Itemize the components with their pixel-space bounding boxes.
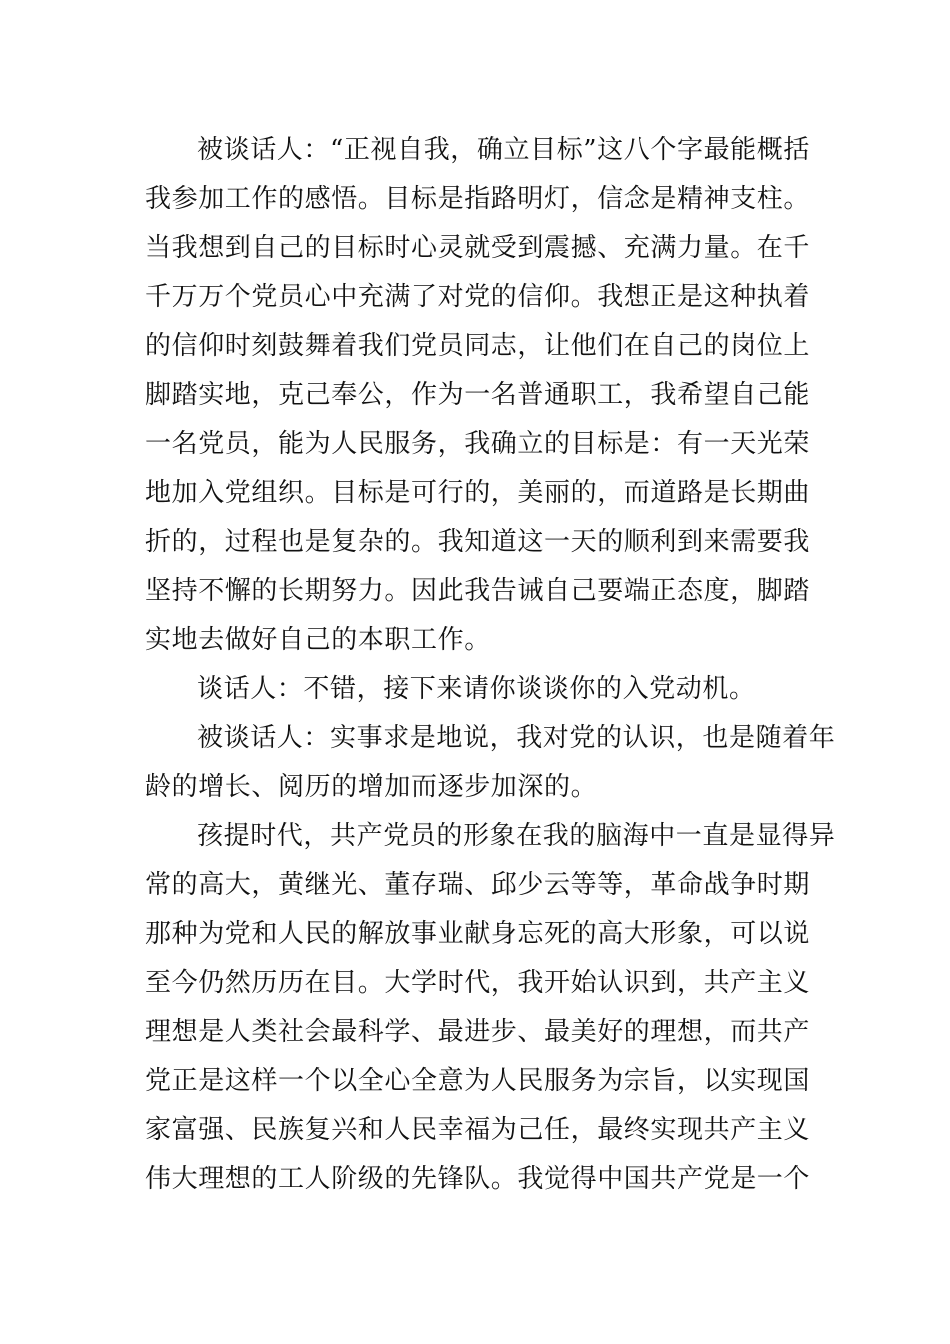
text-line: 龄的增长、阅历的增加而逐步加深的。 — [145, 772, 598, 802]
text-line: 当我想到自己的目标时心灵就受到震撼、充满力量。在千 — [145, 233, 811, 263]
text-line: 我参加工作的感悟。目标是指路明灯，信念是精神支柱。 — [145, 184, 811, 214]
text-line: 折的，过程也是复杂的。我知道这一天的顺利到来需要我 — [145, 527, 811, 557]
text-line: 坚持不懈的长期努力。因此我告诫自己要端正态度，脚踏 — [145, 576, 811, 606]
text-line: 常的高大，黄继光、董存瑞、邱少云等等，革命战争时期 — [145, 870, 811, 900]
text-line: 一名党员，能为人民服务，我确立的目标是：有一天光荣 — [145, 429, 811, 459]
text-line: 家富强、民族复兴和人民幸福为己任，最终实现共产主义 — [145, 1115, 811, 1145]
text-line: 那种为党和人民的解放事业献身忘死的高大形象，可以说 — [145, 919, 811, 949]
text-line: 脚踏实地，克己奉公，作为一名普通职工，我希望自己能 — [145, 380, 811, 410]
text-line: 谈话人：不错，接下来请你谈谈你的入党动机。 — [197, 674, 756, 704]
paragraph-interviewee-answer — [145, 714, 836, 812]
document-body — [145, 126, 836, 1204]
text-line: 理想是人类社会最科学、最进步、最美好的理想，而共产 — [145, 1017, 811, 1047]
paragraph-childhood-memory — [145, 812, 836, 1204]
text-line: 孩提时代，共产党员的形象在我的脑海中一直是显得异 — [197, 821, 836, 851]
paragraph-interviewee-goal — [145, 126, 810, 665]
text-line: 地加入党组织。目标是可行的，美丽的，而道路是长期曲 — [145, 478, 811, 508]
text-line: 被谈话人：“正视自我，确立目标”这八个字最能概括 — [197, 135, 810, 165]
text-line: 千万万个党员心中充满了对党的信仰。我想正是这种执着 — [145, 282, 811, 312]
text-line: 至今仍然历历在目。大学时代，我开始认识到，共产主义 — [145, 968, 811, 998]
text-line: 被谈话人：实事求是地说，我对党的认识，也是随着年 — [197, 723, 836, 753]
text-line: 的信仰时刻鼓舞着我们党员同志，让他们在自己的岗位上 — [145, 331, 811, 361]
text-line: 党正是这样一个以全心全意为人民服务为宗旨，以实现国 — [145, 1066, 811, 1096]
text-line: 伟大理想的工人阶级的先锋队。我觉得中国共产党是一个 — [145, 1164, 811, 1194]
text-line: 实地去做好自己的本职工作。 — [145, 625, 491, 655]
paragraph-interviewer-question — [145, 665, 810, 714]
